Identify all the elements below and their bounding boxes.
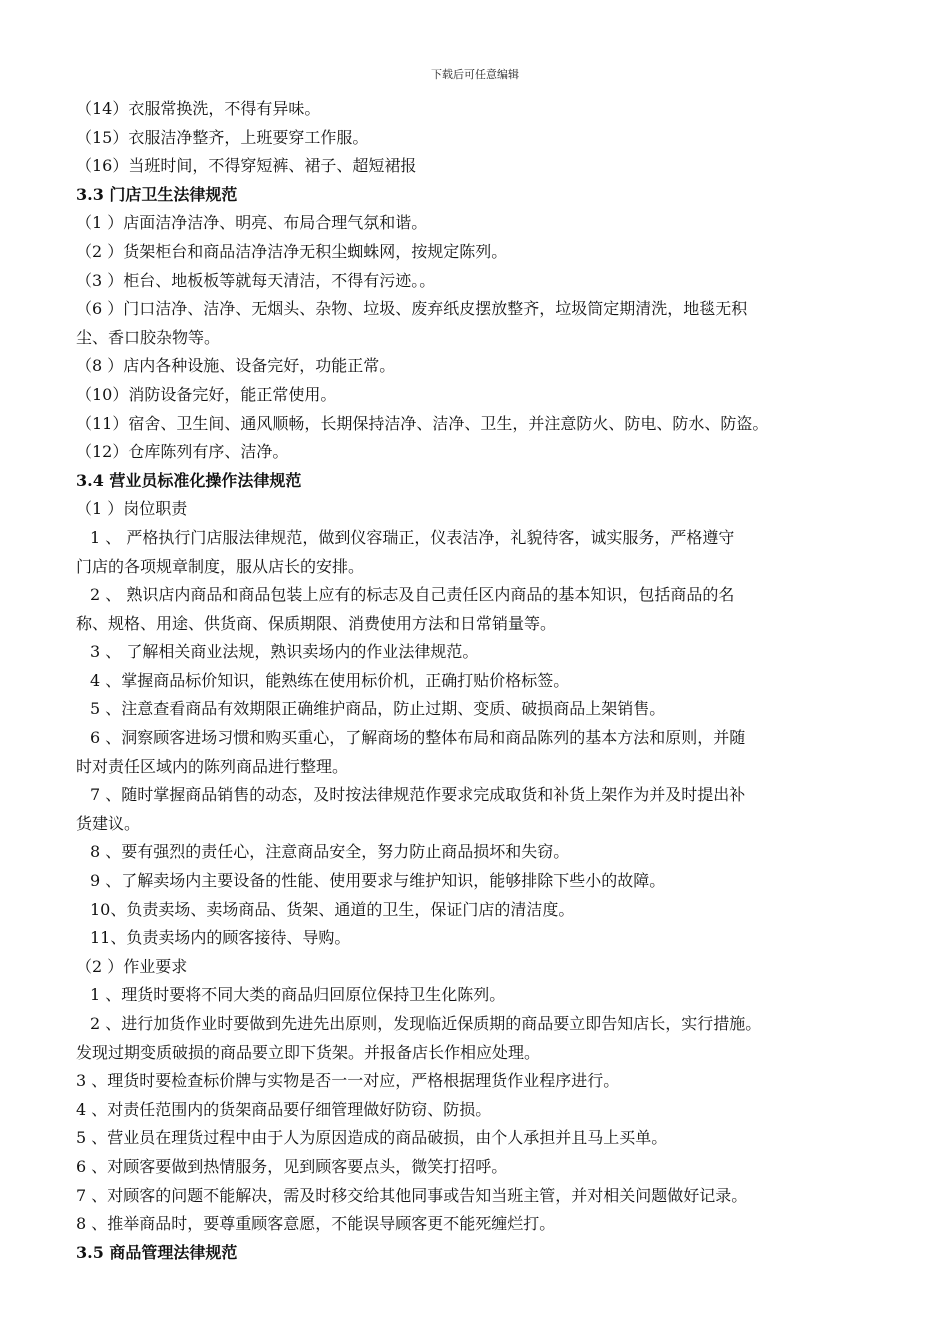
text-line: 尘、香口胶杂物等。 — [76, 327, 221, 347]
text-line: （15）衣服洁净整齐，上班要穿工作服。 — [76, 127, 369, 147]
text-line: 3 、 了解相关商业法规，熟识卖场内的作业法律规范。 — [90, 642, 479, 662]
text-line: （16）当班时间，不得穿短裤、裙子、超短裙报 — [76, 156, 417, 176]
text-line: 货建议。 — [76, 813, 141, 833]
text-line: （1 ）店面洁净洁净、明亮、布局合理气氛和谐。 — [76, 213, 428, 233]
text-line: 发现过期变质破损的商品要立即下货架。并报备店长作相应处理。 — [76, 1042, 541, 1062]
text-line: 1 、理货时要将不同大类的商品归回原位保持卫生化陈列。 — [90, 985, 506, 1005]
text-line: 8 、推举商品时，要尊重顾客意愿，不能误导顾客更不能死缠烂打。 — [76, 1214, 556, 1234]
text-line: 2 、 熟识店内商品和商品包装上应有的标志及自己责任区内商品的基本知识，包括商品的名 — [90, 585, 735, 605]
text-line: 9 、了解卖场内主要设备的性能、使用要求与维护知识，能够排除下些小的故障。 — [90, 871, 666, 891]
text-line: （3 ）柜台、地板板等就每天清洁，不得有污迹。。 — [76, 270, 436, 290]
text-line: （2 ）作业要求 — [76, 956, 188, 976]
text-line: 5 、营业员在理货过程中由于人为原因造成的商品破损，由个人承担并且马上买单。 — [76, 1128, 668, 1148]
text-line: 称、规格、用途、供货商、保质期限、消费使用方法和日常销量等。 — [76, 613, 557, 633]
text-line: （8 ）店内各种设施、设备完好，功能正常。 — [76, 356, 396, 376]
text-line: 1 、 严格执行门店服法律规范，做到仪容瑞正，仪表洁净，礼貌待客，诚实服务，严格遵守 — [90, 527, 735, 547]
text-line: 11、负责卖场内的顾客接待、导购。 — [90, 928, 351, 948]
text-line: 2 、进行加货作业时要做到先进先出原则，发现临近保质期的商品要立即告知店长，实行措施。 — [90, 1014, 762, 1033]
section-heading: 3.5 商品管理法律规范 — [76, 1242, 238, 1262]
text-line: 6 、洞察顾客进场习惯和购买重心，了解商场的整体布局和商品陈列的基本方法和原则，并随 — [90, 728, 746, 748]
text-line: 时对责任区域内的陈列商品进行整理。 — [76, 756, 349, 776]
text-line: 4 、掌握商品标价知识，能熟练在使用标价机，正确打贴价格标签。 — [90, 670, 570, 690]
text-line: 7 、对顾客的问题不能解决，需及时移交给其他同事或告知当班主管，并对相关问题做好记录。 — [76, 1185, 748, 1205]
section-heading: 3.3 门店卫生法律规范 — [76, 184, 238, 204]
text-line: 8 、要有强烈的责任心，注意商品安全，努力防止商品损坏和失窃。 — [90, 842, 570, 862]
text-line: 7 、随时掌握商品销售的动态，及时按法律规范作要求完成取货和补货上架作为并及时提出补 — [90, 785, 746, 805]
text-line: 4 、对责任范围内的货架商品要仔细管理做好防窃、防损。 — [76, 1099, 492, 1119]
text-line: （12）仓库陈列有序、洁净。 — [76, 442, 289, 462]
text-line: （14）衣服常换洗，不得有异味。 — [76, 99, 321, 118]
document-body — [76, 95, 896, 1267]
text-line: （1 ）岗位职责 — [76, 499, 188, 519]
text-line: （2 ）货架柜台和商品洁净洁净无积尘蜘蛛网，按规定陈列。 — [76, 241, 508, 261]
text-line: 5 、注意查看商品有效期限正确维护商品，防止过期、变质、破损商品上架销售。 — [90, 699, 666, 719]
text-line: （6 ）门口洁净、洁净、无烟头、杂物、垃圾、废弃纸皮摆放整齐，垃圾筒定期清洗，地毯无积 — [76, 299, 748, 319]
page-header: 下载后可任意编辑 — [431, 68, 519, 81]
text-line: 门店的各项规章制度，服从店长的安排。 — [76, 556, 365, 576]
text-line: 3 、理货时要检查标价牌与实物是否一一对应，严格根据理货作业程序进行。 — [76, 1071, 620, 1091]
text-line: （10）消防设备完好，能正常使用。 — [76, 384, 337, 404]
text-line: （11）宿舍、卫生间、通风顺畅，长期保持洁净、洁净、卫生，并注意防火、防电、防水、防盗。 — [76, 413, 769, 433]
text-line: 10、负责卖场、卖场商品、货架、通道的卫生，保证门店的清洁度。 — [90, 899, 575, 919]
section-heading: 3.4 营业员标准化操作法律规范 — [76, 470, 302, 490]
text-line: 6 、对顾客要做到热情服务，见到顾客要点头，微笑打招呼。 — [76, 1156, 508, 1176]
